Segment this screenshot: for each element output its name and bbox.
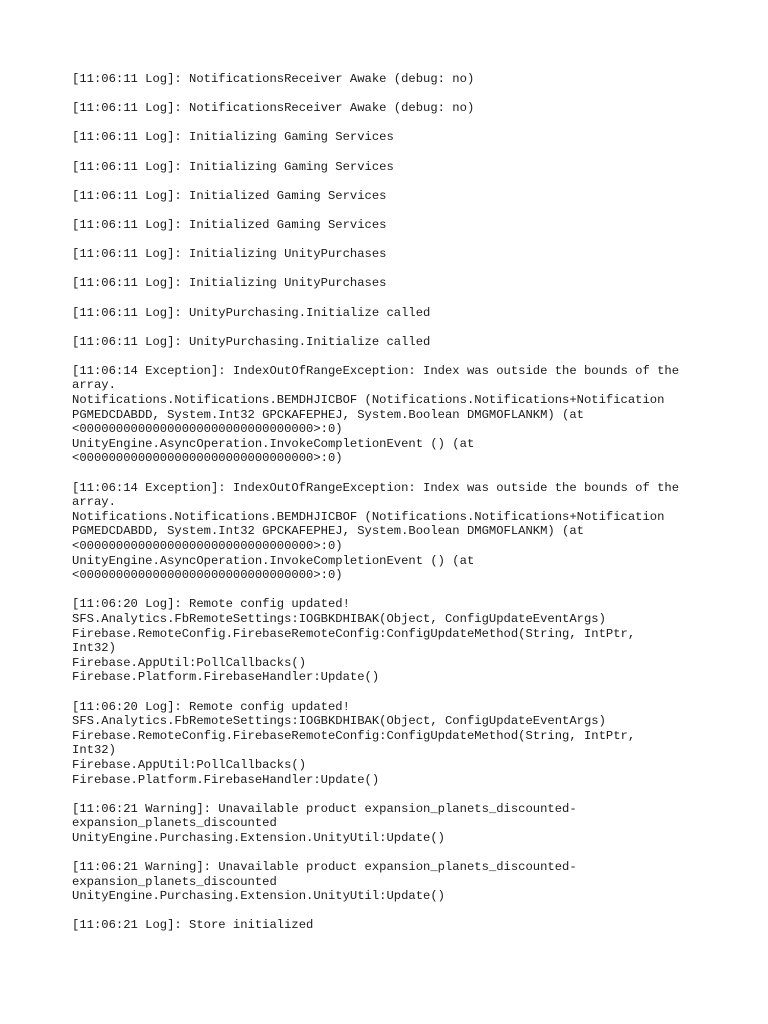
log-entry-trace-line: Firebase.AppUtil:PollCallbacks() — [72, 757, 307, 772]
log-entry — [72, 802, 712, 846]
log-entry — [72, 364, 712, 466]
log-entry-trace-line: <00000000000000000000000000000000>:0) — [72, 451, 343, 466]
log-entry-header: [11:06:11 Log]: Initializing Gaming Services — [72, 130, 394, 145]
log-entry-trace-line: array. — [72, 378, 116, 393]
log-entry-trace-line: <00000000000000000000000000000000>:0) — [72, 539, 343, 553]
log-entry-header: [11:06:11 Log]: Initialized Gaming Services — [72, 188, 387, 203]
log-entry — [72, 700, 712, 788]
log-entry-header: [11:06:11 Log]: Initializing Gaming Services — [72, 159, 394, 174]
log-entry-header: [11:06:21 Log]: Store initialized — [72, 918, 314, 933]
log-entry-header: [11:06:11 Log]: Initializing UnityPurchases — [72, 247, 387, 262]
log-entry — [72, 597, 712, 685]
log-entry-trace-line: Firebase.Platform.FirebaseHandler:Update() — [72, 670, 380, 685]
log-entry-header: [11:06:14 Exception]: IndexOutOfRangeException: Index was outside the bounds of the — [72, 363, 680, 378]
log-entry — [72, 101, 712, 116]
log-entry-trace-line: SFS.Analytics.FbRemoteSettings:IOGBKDHIBAK(Object, ConfigUpdateEventArgs) — [72, 714, 606, 729]
log-entry-header: [11:06:21 Warning]: Unavailable product expansion_planets_discounted- — [72, 801, 577, 816]
log-entry-header: [11:06:11 Log]: UnityPurchasing.Initialize called — [72, 334, 431, 349]
log-entry — [72, 247, 712, 262]
log-entry-trace-line: UnityEngine.Purchasing.Extension.UnityUtil:Update() — [72, 889, 445, 904]
log-entry — [72, 860, 712, 904]
log-entry-header: [11:06:21 Warning]: Unavailable product expansion_planets_discounted- — [72, 860, 577, 875]
log-entry-trace-line: SFS.Analytics.FbRemoteSettings:IOGBKDHIBAK(Object, ConfigUpdateEventArgs) — [72, 611, 606, 626]
log-entry-header: [11:06:20 Log]: Remote config updated! — [72, 597, 350, 612]
log-entry — [72, 481, 712, 583]
log-entry-trace-line: UnityEngine.AsyncOperation.InvokeCompletionEvent () (at — [72, 553, 475, 568]
log-entry-trace-line: Firebase.AppUtil:PollCallbacks() — [72, 655, 307, 670]
log-entry — [72, 130, 712, 145]
log-entry-trace-line: Firebase.RemoteConfig.FirebaseRemoteConfig:ConfigUpdateMethod(String, IntPtr, — [72, 626, 636, 641]
log-entry-trace-line: UnityEngine.Purchasing.Extension.UnityUtil:Update() — [72, 830, 445, 845]
log-entry-trace-line: UnityEngine.AsyncOperation.InvokeCompletionEvent () (at — [72, 436, 475, 451]
log-entry-trace-line: array. — [72, 495, 116, 510]
log-document — [72, 72, 712, 948]
log-entry-header: [11:06:11 Log]: NotificationsReceiver Awake (debug: no) — [72, 101, 475, 116]
log-entry-trace-line: expansion_planets_discounted — [72, 874, 277, 889]
log-entry-trace-line: Notifications.Notifications.BEMDHJICBOF (Notifications.Notifications+Notification — [72, 509, 665, 524]
log-entry-header: [11:06:11 Log]: NotificationsReceiver Awake (debug: no) — [72, 72, 475, 86]
log-entry — [72, 218, 712, 233]
log-entry-header: [11:06:11 Log]: Initializing UnityPurchases — [72, 276, 387, 291]
log-entry — [72, 160, 712, 175]
log-entry-trace-line: <00000000000000000000000000000000>:0) — [72, 568, 343, 583]
log-entry — [72, 189, 712, 204]
log-entry-trace-line: Int32) — [72, 743, 116, 758]
log-entry-header: [11:06:20 Log]: Remote config updated! — [72, 699, 350, 714]
log-entry — [72, 306, 712, 321]
log-entry-trace-line: <00000000000000000000000000000000>:0) — [72, 422, 343, 437]
log-entry-trace-line: Firebase.Platform.FirebaseHandler:Update() — [72, 772, 380, 787]
log-entry — [72, 918, 712, 933]
log-entry — [72, 335, 712, 350]
log-entry-trace-line: expansion_planets_discounted — [72, 816, 277, 831]
log-entry-trace-line: PGMEDCDABDD, System.Int32 GPCKAFEPHEJ, System.Boolean DMGMOFLANKM) (at — [72, 524, 584, 539]
log-entry-trace-line: PGMEDCDABDD, System.Int32 GPCKAFEPHEJ, System.Boolean DMGMOFLANKM) (at — [72, 407, 584, 422]
log-entry — [72, 276, 712, 291]
log-entry-trace-line: Firebase.RemoteConfig.FirebaseRemoteConfig:ConfigUpdateMethod(String, IntPtr, — [72, 728, 636, 743]
log-entry-trace-line: Notifications.Notifications.BEMDHJICBOF (Notifications.Notifications+Notification — [72, 393, 665, 408]
log-entry-trace-line: Int32) — [72, 641, 116, 656]
log-entry-header: [11:06:14 Exception]: IndexOutOfRangeException: Index was outside the bounds of the — [72, 480, 680, 495]
log-entry-header: [11:06:11 Log]: UnityPurchasing.Initialize called — [72, 305, 431, 320]
log-entry-header: [11:06:11 Log]: Initialized Gaming Services — [72, 217, 387, 232]
log-entry — [72, 72, 712, 87]
